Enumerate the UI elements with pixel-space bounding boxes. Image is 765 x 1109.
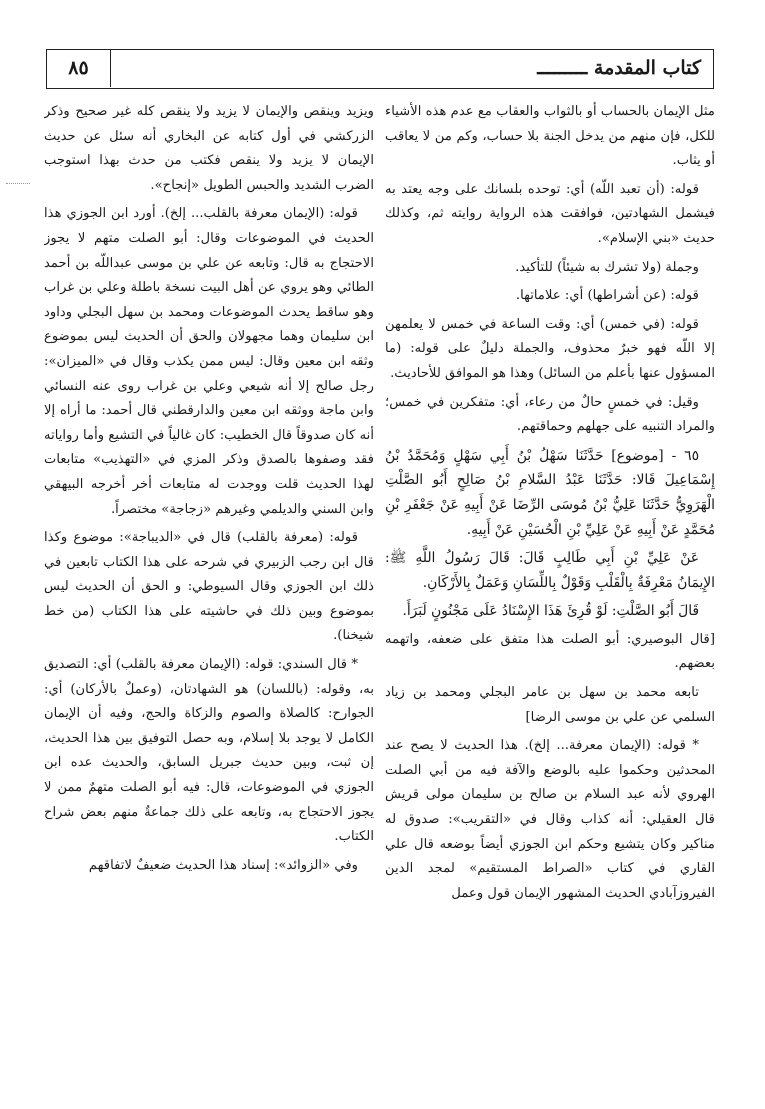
paragraph: [قال البوصيري: أبو الصلت هذا متفق على ضعفه، واتهمه بعضهم. — [385, 631, 715, 672]
paragraph: وقيل: في خمسٍ حالٌ من رعاء، أي: متفكرين في خمس؛ والمراد التنبيه على جهلهم وحماقتهم. — [385, 394, 715, 435]
paragraph: * قوله: (الإيمان معرفة... إلخ). هذا الحديث لا يصح عند المحدثين وحكموا عليه بالوضع والآفة فيه من أبي الصلت الهروي لأنه عبد السلام بن صالح بن سليمان مولى قريش قال العقيلي: أنه كذاب وقال في «التقريب»: صدوق له مناكير وكان يتشيع وحكم ابن الجوزي أيضاً بوضعه قال علي القاري في كتاب «الصراط المستقيم» لمجد الدين الفيروزآبادي الحديث المشهور الإيمان قول وعمل — [385, 738, 715, 901]
left-column — [44, 100, 374, 1085]
right-column — [385, 100, 715, 1085]
margin-mark — [6, 183, 30, 184]
paragraph: وفي «الزوائد»: إسناد هذا الحديث ضعيفٌ لاتفاقهم — [88, 857, 358, 873]
page-header — [46, 49, 714, 89]
paragraph: تابعه محمد بن سهل بن عامر البجلي ومحمد بن زياد السلمي عن علي بن موسى الرضا] — [385, 685, 715, 725]
paragraph: * قال السندي: قوله: (الإيمان معرفة بالقلب) أي: التصديق به، وقوله: (باللسان) هو الشهادتان، (وعملٌ بالأركان) أي: الجوارح: كالصلاة والصوم والزكاة والحج، وفيه أن الإيمان الكامل لا يوجد بلا إسلام، وبه حصل التوفيق بين هذا الحديث، إن ثبت، وبين حديث جبريل السابق، والحديث عده ابن الجوزي في الموضوعات، قال: فيه أبو الصلت متهمٌ ممن لا يجوز الاحتجاج به، وتابعه على ذلك جماعةٌ منهم بعض شراح الكتاب. — [44, 657, 374, 845]
paragraph: ويزيد وينقص والإيمان لا يزيد ولا ينقص كله غير صحيح وذكر الزركشي في أول كتابه عن البخاري أنه سئل عن حديث الإيمان لا يزيد ولا ينقص فكتب من حدث بهذا استوجب الضرب الشديد والحبس الطويل «إنجاح». — [44, 104, 374, 193]
chapter-title: كتاب المقدمة ـــــــــ — [537, 57, 701, 79]
paragraph: قوله: (الإيمان معرفة بالقلب... إلخ). أورد ابن الجوزي هذا الحديث في الموضوعات وقال: أبو الصلت متهم لا يجوز الاحتجاج به قال: وتابعه عن علي بن موسى عبداللّه بن أحمد الطائي وهو يروي عن أهل البيت نسخة باطلة وعلي بن غراب وهو ساقط يحدث الموضوعات ومحمد بن سهل البجلي وداود ابن سليمان وهما مجهولان والحق أن الحديث ليس بموضوع وثقه ابن معين وقال: ليس ممن يكذب وقال في «الميزان»: رجل صالح إلا أنه شيعي وعلي بن غراب روى عنه النسائي وابن ماجة ووثقه ابن معين والدارقطني قال أحمد: ما أراه إلا أنه كان صدوقاً قال الخطيب: كان غالياً في التشيع وأما رواياته فقد وصفوها بالصدق وذكر المزي في «التهذيب» متابعات لهذا الحديث قلت ووجدت له متابعات أخر أخرجه البيهقي وابن السني والديلمي وغيرهم «زجاجة» مختصراً. — [44, 206, 374, 517]
hadith-note: قَالَ أَبُو الصَّلْتِ: لَوْ قُرِئَ هَذَا الإِسْنَادُ عَلَى مَجْنُونٍ لَبَرَأَ. — [402, 603, 699, 620]
paragraph: وجملة (ولا تشرك به شيئاً) للتأكيد. — [515, 259, 699, 275]
hadith-isnad: ٦٥ - [موضوع] حَدَّثَنَا سَهْلُ بْنُ أَبِي سَهْلٍ وَمُحَمَّدُ بْنُ إِسْمَاعِيلَ قَالا: حَدَّثَنَا عَبْدُ السَّلامِ بْنُ صَالِحٍ أَبُو الصَّلْتِ الْهَرَوِيُّ حَدَّثَنَا عَلِيُّ بْنُ مُوسَى الرِّضَا عَنْ أَبِيهِ عَنْ جَعْفَرِ بْنِ مُحَمَّدٍ عَنْ أَبِيهِ عَنْ عَلِيِّ بْنِ الْحُسَيْنِ عَنْ أَبِيهِ. — [385, 447, 715, 538]
page-number: ٨٥ — [47, 50, 111, 87]
paragraph: قوله: (في خمس) أي: وقت الساعة في خمس لا يعلمهن إلا اللّه فهو خبرٌ محذوف، والجملة دليلٌ على قوله: (ما المسؤول عنها بأعلم من السائل) وهذا هو الموافق للأحاديث. — [385, 316, 715, 381]
paragraph: قوله: (معرفة بالقلب) قال في «الديباجة»: موضوع وكذا قال ابن رجب الزبيري في شرحه على هذا الكتاب تابعين في ذلك ابن الجوزي وقال السيوطي: و الحق أن الحديث ليس بموضوع وبين ذلك في حاشيته على هذا الكتاب (من خط شيخنا). — [44, 530, 374, 644]
hadith-matn: عَنْ عَلِيِّ بْنِ أَبِي طَالِبٍ قَالَ: قَالَ رَسُولُ اللَّهِ ﷺ: الإِيمَانُ مَعْرِفَةٌ بِالْقَلْبِ وَقَوْلٌ بِاللِّسَانِ وَعَمَلٌ بِالأَرْكَانِ. — [385, 550, 715, 591]
paragraph: قوله: (عن أشراطها) أي: علاماتها. — [515, 288, 699, 304]
paragraph: قوله: (أن تعبد اللّه) أي: توحده بلسانك على وجه يعتد به فيشمل الشهادتين، فوافقت هذه الرواية روايته ثم، وكذلك حديث «بني الإسلام». — [385, 181, 715, 246]
paragraph: مثل الإيمان بالحساب أو بالثواب والعقاب مع عدم هذه الأشياء للكل، فإن منهم من يدخل الجنة بلا حساب، وكم من لا يعاقب أو يثاب. — [385, 104, 715, 169]
